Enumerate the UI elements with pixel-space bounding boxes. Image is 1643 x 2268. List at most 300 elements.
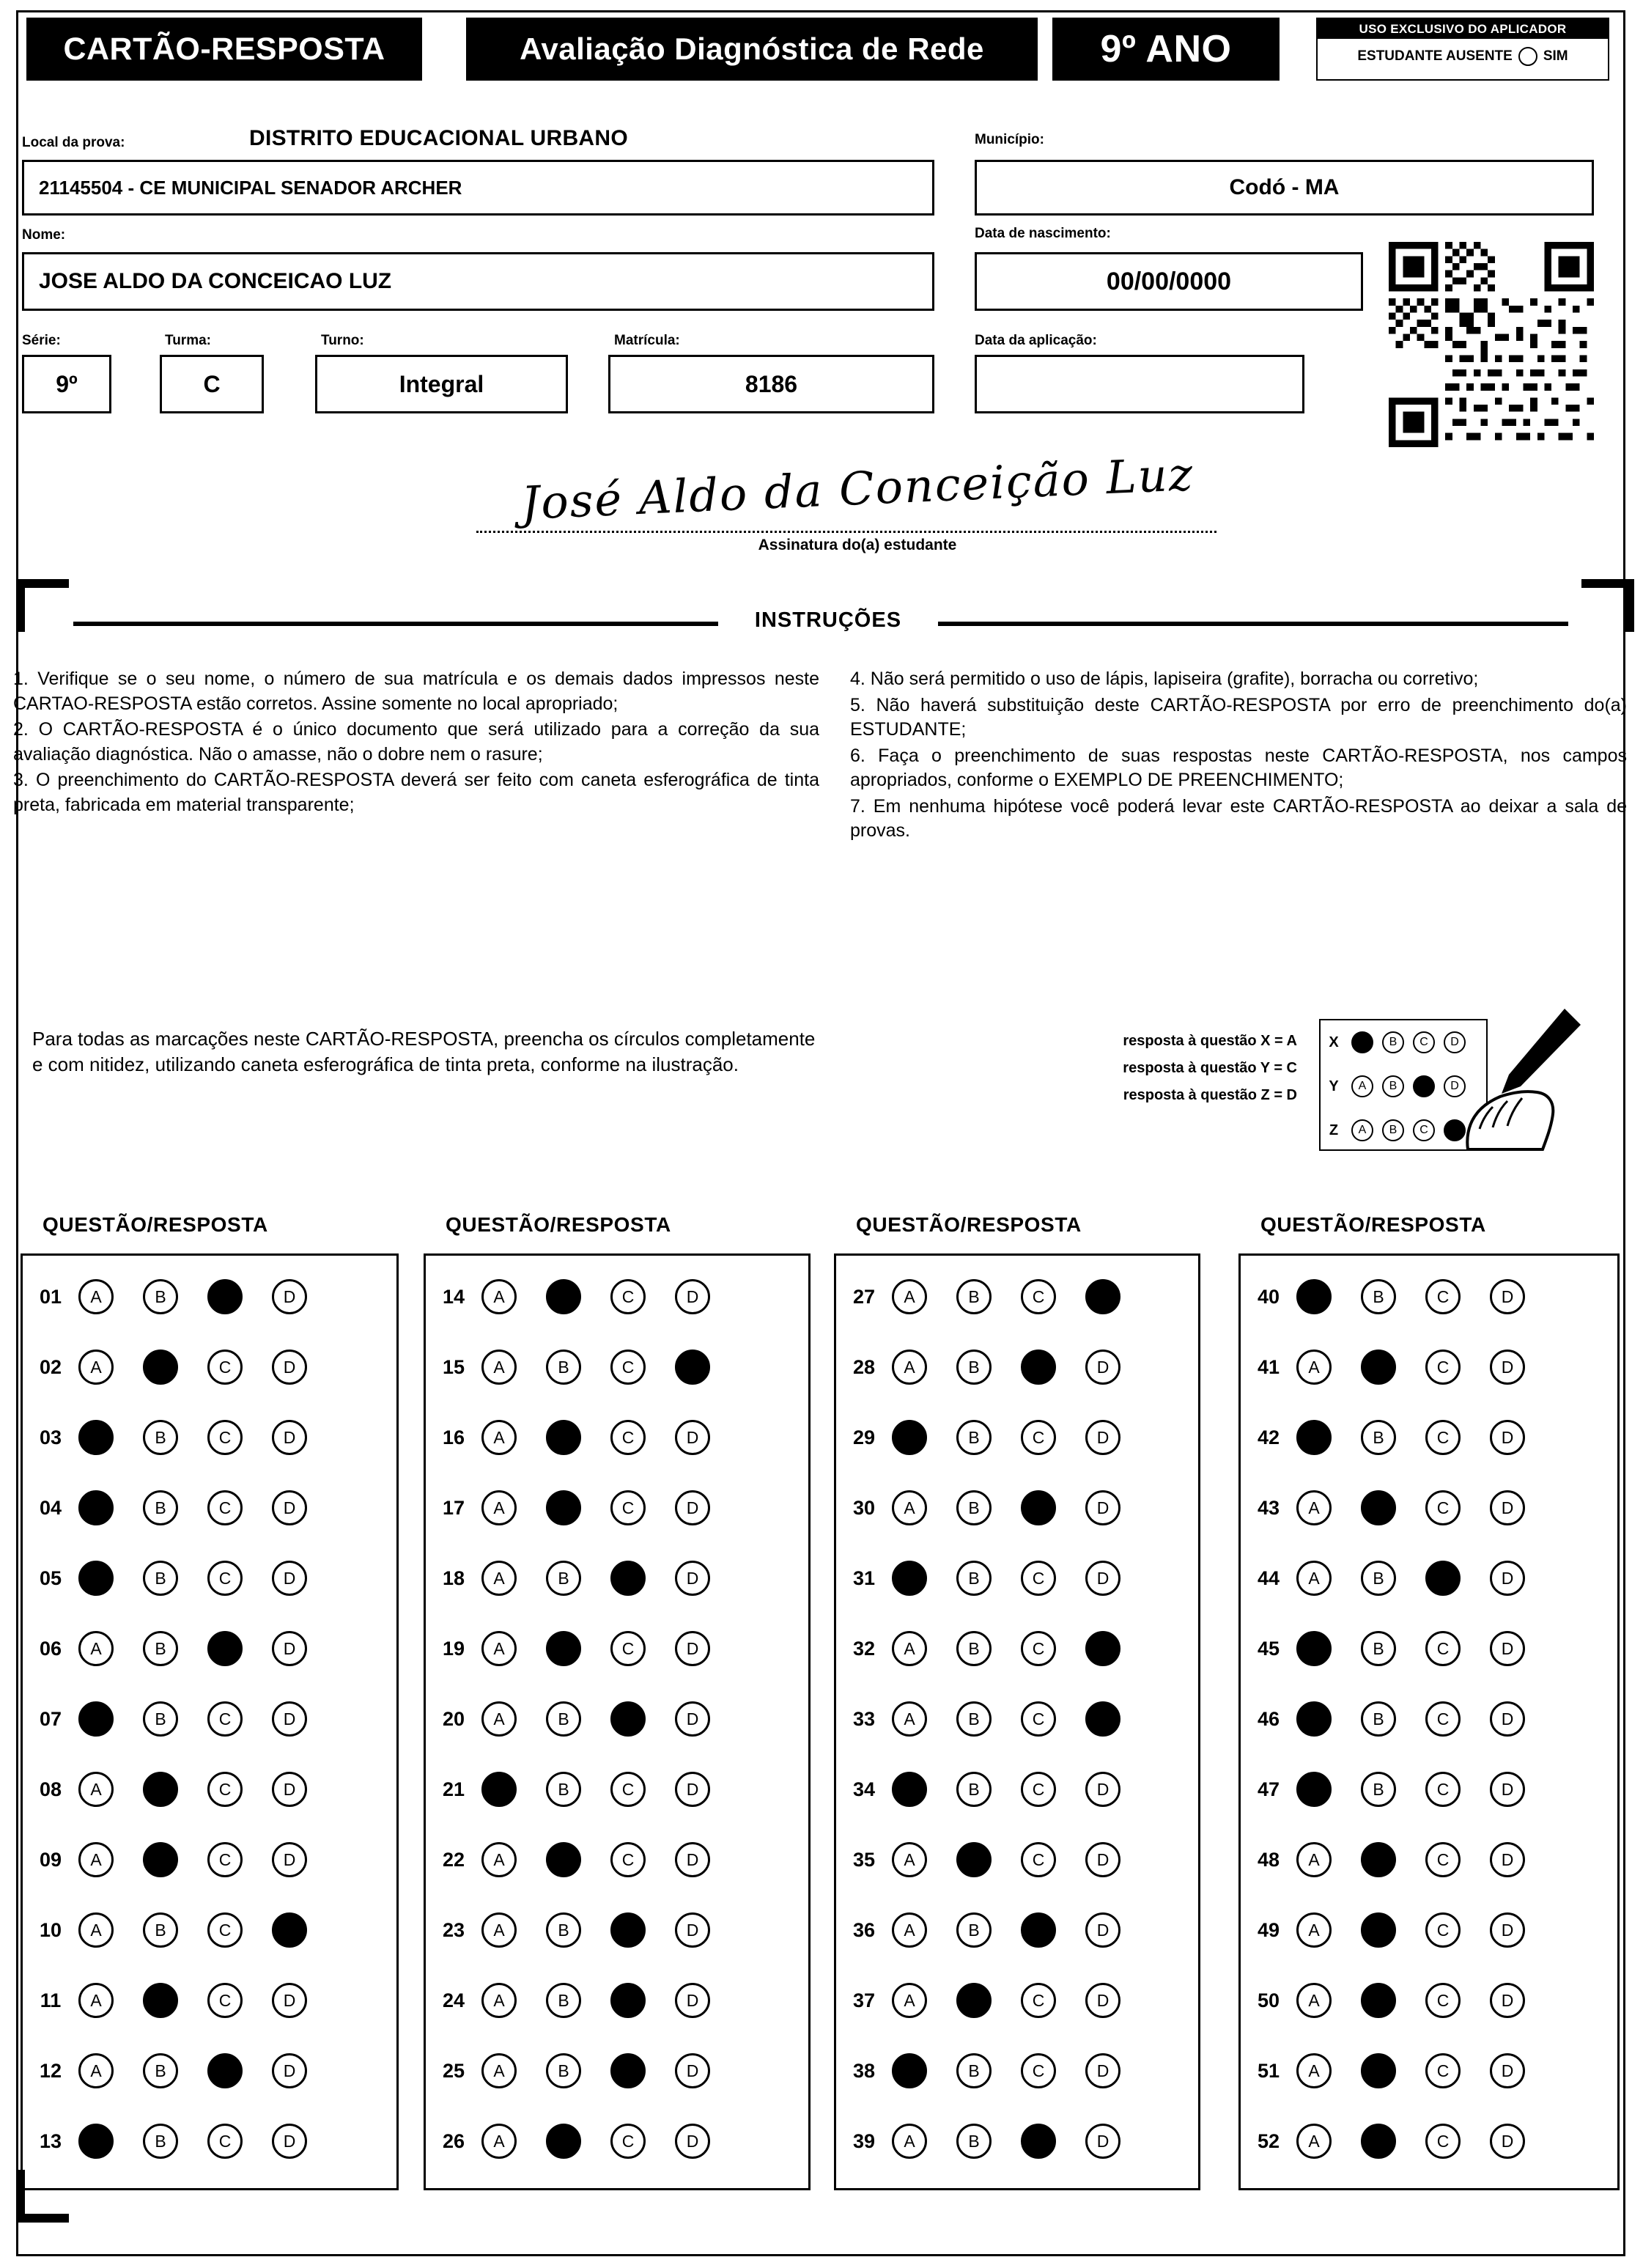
answer-bubble-33-d[interactable]: D — [1085, 1701, 1120, 1737]
answer-bubble-50-d[interactable]: D — [1490, 1983, 1525, 2018]
answer-bubble-03-c[interactable]: C — [207, 1420, 243, 1455]
answer-bubble-40-c[interactable]: C — [1425, 1279, 1461, 1314]
legend-line: resposta à questão X = A — [1123, 1033, 1297, 1049]
answer-bubble-19-b[interactable]: B — [546, 1631, 581, 1666]
answer-bubble-47-d[interactable]: D — [1490, 1772, 1525, 1807]
question-number: 34 — [852, 1778, 876, 1800]
answer-row — [836, 1691, 1198, 1747]
answer-bubble-02-c[interactable]: C — [207, 1350, 243, 1385]
answer-bubble-44-b[interactable]: B — [1361, 1561, 1396, 1596]
instructions-column-left — [13, 667, 819, 819]
answer-bubble-37-a[interactable]: A — [892, 1983, 927, 2018]
answer-bubble-33-b[interactable]: B — [956, 1701, 992, 1737]
answer-bubble-22-a[interactable]: A — [481, 1842, 517, 1877]
answer-bubble-05-b[interactable]: B — [143, 1561, 178, 1596]
answer-bubble-25-a[interactable]: A — [481, 2053, 517, 2088]
answer-row — [1241, 1761, 1617, 1817]
answer-row — [1241, 1973, 1617, 2028]
answer-bubble-38-c[interactable]: C — [1021, 2053, 1056, 2088]
answer-bubble-48-b[interactable]: B — [1361, 1842, 1396, 1877]
answer-bubble-09-c[interactable]: C — [207, 1842, 243, 1877]
fill-example-bubble-b: B — [1382, 1031, 1404, 1053]
question-number: 06 — [39, 1637, 62, 1660]
answer-bubble-29-b[interactable]: B — [956, 1420, 992, 1455]
fill-example-bubble-a: A — [1351, 1075, 1373, 1097]
answer-bubble-33-c[interactable]: C — [1021, 1701, 1056, 1737]
answer-bubble-07-d[interactable]: D — [272, 1701, 307, 1737]
answer-bubble-01-b[interactable]: B — [143, 1279, 178, 1314]
answer-row — [1241, 1339, 1617, 1395]
answer-bubble-15-d[interactable]: D — [675, 1350, 710, 1385]
answer-bubble-46-b[interactable]: B — [1361, 1701, 1396, 1737]
question-number: 18 — [442, 1566, 465, 1589]
answer-row — [1241, 1550, 1617, 1606]
answer-row — [426, 1480, 808, 1536]
answer-bubble-51-b[interactable]: B — [1361, 2053, 1396, 2088]
answer-bubble-01-c[interactable]: C — [207, 1279, 243, 1314]
answer-bubble-45-a[interactable]: A — [1296, 1631, 1332, 1666]
answer-bubble-09-b[interactable]: B — [143, 1842, 178, 1877]
answer-bubble-40-a[interactable]: A — [1296, 1279, 1332, 1314]
answers-column-header: QUESTÃO/RESPOSTA — [446, 1213, 671, 1236]
question-number: 51 — [1257, 2059, 1280, 2082]
answer-row — [426, 1410, 808, 1465]
answer-bubble-36-c[interactable]: C — [1021, 1912, 1056, 1948]
answer-bubble-51-d[interactable]: D — [1490, 2053, 1525, 2088]
answer-bubble-41-c[interactable]: C — [1425, 1350, 1461, 1385]
answer-row — [1241, 1902, 1617, 1958]
turma-field: C — [160, 355, 264, 413]
answer-bubble-34-c[interactable]: C — [1021, 1772, 1056, 1807]
instruction-item: 1. Verifique se o seu nome, o número de sua matrícula e os demais dados impressos neste CARTAO-RESPOSTA estão corretos. Assine somente no local apropriado; — [13, 669, 819, 714]
answer-bubble-12-d[interactable]: D — [272, 2053, 307, 2088]
answer-bubble-40-d[interactable]: D — [1490, 1279, 1525, 1314]
answer-bubble-22-c[interactable]: C — [610, 1842, 646, 1877]
answer-bubble-20-d[interactable]: D — [675, 1701, 710, 1737]
question-number: 05 — [39, 1566, 62, 1589]
answer-bubble-45-b[interactable]: B — [1361, 1631, 1396, 1666]
answer-bubble-03-a[interactable]: A — [78, 1420, 114, 1455]
instruction-item: 2. O CARTÃO-RESPOSTA é o único documento que será utilizado para a correção da sua avaliação diagnóstica. Não o amasse, não o dobre nem o rasure; — [13, 719, 819, 765]
answer-bubble-31-b[interactable]: B — [956, 1561, 992, 1596]
answer-bubble-44-a[interactable]: A — [1296, 1561, 1332, 1596]
question-number: 16 — [442, 1426, 465, 1448]
answer-bubble-21-b[interactable]: B — [546, 1772, 581, 1807]
answer-bubble-50-b[interactable]: B — [1361, 1983, 1396, 2018]
answer-bubble-28-c[interactable]: C — [1021, 1350, 1056, 1385]
answer-bubble-30-a[interactable]: A — [892, 1490, 927, 1525]
answer-bubble-05-c[interactable]: C — [207, 1561, 243, 1596]
answer-bubble-07-a[interactable]: A — [78, 1701, 114, 1737]
answer-bubble-20-a[interactable]: A — [481, 1701, 517, 1737]
answer-bubble-48-a[interactable]: A — [1296, 1842, 1332, 1877]
answer-bubble-05-a[interactable]: A — [78, 1561, 114, 1596]
answer-bubble-18-c[interactable]: C — [610, 1561, 646, 1596]
answer-row — [1241, 1832, 1617, 1888]
answer-bubble-16-b[interactable]: B — [546, 1420, 581, 1455]
answer-row — [1241, 1480, 1617, 1536]
answer-bubble-01-a[interactable]: A — [78, 1279, 114, 1314]
answer-bubble-39-d[interactable]: D — [1085, 2124, 1120, 2159]
answer-bubble-21-a[interactable]: A — [481, 1772, 517, 1807]
answer-bubble-10-c[interactable]: C — [207, 1912, 243, 1948]
answer-bubble-25-d[interactable]: D — [675, 2053, 710, 2088]
answer-row — [1241, 1269, 1617, 1325]
answer-bubble-51-c[interactable]: C — [1425, 2053, 1461, 2088]
answer-bubble-46-c[interactable]: C — [1425, 1701, 1461, 1737]
answer-row — [23, 1269, 396, 1325]
answer-bubble-51-a[interactable]: A — [1296, 2053, 1332, 2088]
answer-bubble-28-d[interactable]: D — [1085, 1350, 1120, 1385]
answer-bubble-47-a[interactable]: A — [1296, 1772, 1332, 1807]
answer-bubble-34-a[interactable]: A — [892, 1772, 927, 1807]
answer-bubble-15-c[interactable]: C — [610, 1350, 646, 1385]
answer-bubble-43-b[interactable]: B — [1361, 1490, 1396, 1525]
legend-line: resposta à questão Z = D — [1123, 1087, 1297, 1103]
answer-bubble-46-a[interactable]: A — [1296, 1701, 1332, 1737]
answer-bubble-23-a[interactable]: A — [481, 1912, 517, 1948]
answer-bubble-29-a[interactable]: A — [892, 1420, 927, 1455]
grade-badge: 9º ANO — [1052, 18, 1280, 81]
answer-bubble-46-d[interactable]: D — [1490, 1701, 1525, 1737]
question-number: 20 — [442, 1707, 465, 1730]
answer-bubble-36-d[interactable]: D — [1085, 1912, 1120, 1948]
answer-bubble-39-a[interactable]: A — [892, 2124, 927, 2159]
answer-bubble-39-c[interactable]: C — [1021, 2124, 1056, 2159]
answer-bubble-02-b[interactable]: B — [143, 1350, 178, 1385]
answer-bubble-36-a[interactable]: A — [892, 1912, 927, 1948]
answers-column — [424, 1253, 811, 2190]
answer-bubble-32-d[interactable]: D — [1085, 1631, 1120, 1666]
instructions-rule-left — [73, 622, 718, 626]
applicator-box-title: USO EXCLUSIVO DO APLICADOR — [1318, 19, 1608, 39]
question-number: 33 — [852, 1707, 876, 1730]
answer-bubble-18-b[interactable]: B — [546, 1561, 581, 1596]
answer-bubble-43-a[interactable]: A — [1296, 1490, 1332, 1525]
question-number: 17 — [442, 1496, 465, 1519]
answer-bubble-12-c[interactable]: C — [207, 2053, 243, 2088]
answer-bubble-10-b[interactable]: B — [143, 1912, 178, 1948]
fill-example-row-label: X — [1329, 1034, 1339, 1050]
answer-bubble-42-d[interactable]: D — [1490, 1420, 1525, 1455]
answer-bubble-30-d[interactable]: D — [1085, 1490, 1120, 1525]
answer-bubble-19-c[interactable]: C — [610, 1631, 646, 1666]
answer-bubble-25-c[interactable]: C — [610, 2053, 646, 2088]
answer-bubble-38-a[interactable]: A — [892, 2053, 927, 2088]
answer-bubble-44-c[interactable]: C — [1425, 1561, 1461, 1596]
answer-bubble-13-a[interactable]: A — [78, 2124, 114, 2159]
answer-bubble-10-d[interactable]: D — [272, 1912, 307, 1948]
instructions-title: INSTRUÇÕES — [754, 608, 902, 632]
answer-bubble-04-b[interactable]: B — [143, 1490, 178, 1525]
answer-bubble-02-d[interactable]: D — [272, 1350, 307, 1385]
question-number: 25 — [442, 2059, 465, 2082]
answer-bubble-29-d[interactable]: D — [1085, 1420, 1120, 1455]
answer-bubble-48-c[interactable]: C — [1425, 1842, 1461, 1877]
answer-bubble-08-b[interactable]: B — [143, 1772, 178, 1807]
answer-bubble-48-d[interactable]: D — [1490, 1842, 1525, 1877]
school-field: 21145504 - CE MUNICIPAL SENADOR ARCHER — [22, 160, 934, 216]
fill-example-bubble-a: A — [1351, 1119, 1373, 1141]
answer-bubble-24-c[interactable]: C — [610, 1983, 646, 2018]
answer-bubble-04-c[interactable]: C — [207, 1490, 243, 1525]
answer-row — [426, 1339, 808, 1395]
answer-bubble-50-c[interactable]: C — [1425, 1983, 1461, 2018]
answer-bubble-15-a[interactable]: A — [481, 1350, 517, 1385]
name-label: Nome: — [22, 227, 66, 243]
answer-row — [836, 1480, 1198, 1536]
question-number: 36 — [852, 1918, 876, 1941]
answer-bubble-13-b[interactable]: B — [143, 2124, 178, 2159]
answer-bubble-52-d[interactable]: D — [1490, 2124, 1525, 2159]
answer-row — [23, 1480, 396, 1536]
answer-row — [836, 2043, 1198, 2099]
answer-row — [836, 1621, 1198, 1676]
answer-row — [426, 1621, 808, 1676]
answer-bubble-45-c[interactable]: C — [1425, 1631, 1461, 1666]
answer-bubble-49-d[interactable]: D — [1490, 1912, 1525, 1948]
answer-bubble-32-a[interactable]: A — [892, 1631, 927, 1666]
birthdate-label: Data de nascimento: — [975, 226, 1111, 241]
answer-bubble-28-b[interactable]: B — [956, 1350, 992, 1385]
answers-column — [21, 1253, 399, 2190]
fill-example-bubble-b: B — [1382, 1119, 1404, 1141]
answer-bubble-21-d[interactable]: D — [675, 1772, 710, 1807]
answer-bubble-37-b[interactable]: B — [956, 1983, 992, 2018]
question-number: 43 — [1257, 1496, 1280, 1519]
answer-bubble-26-a[interactable]: A — [481, 2124, 517, 2159]
answer-bubble-35-a[interactable]: A — [892, 1842, 927, 1877]
fill-example-bubble-a: A — [1351, 1031, 1373, 1053]
question-number: 30 — [852, 1496, 876, 1519]
answer-bubble-11-a[interactable]: A — [78, 1983, 114, 2018]
answer-bubble-12-a[interactable]: A — [78, 2053, 114, 2088]
answer-bubble-16-d[interactable]: D — [675, 1420, 710, 1455]
answer-bubble-36-b[interactable]: B — [956, 1912, 992, 1948]
answer-bubble-01-d[interactable]: D — [272, 1279, 307, 1314]
answer-bubble-41-d[interactable]: D — [1490, 1350, 1525, 1385]
answer-bubble-34-b[interactable]: B — [956, 1772, 992, 1807]
answer-bubble-08-a[interactable]: A — [78, 1772, 114, 1807]
answer-bubble-27-d[interactable]: D — [1085, 1279, 1120, 1314]
answer-bubble-47-c[interactable]: C — [1425, 1772, 1461, 1807]
answer-bubble-06-b[interactable]: B — [143, 1631, 178, 1666]
fill-example-bubble-d: D — [1444, 1031, 1466, 1053]
absent-bubble[interactable] — [1518, 47, 1537, 66]
question-number: 31 — [852, 1566, 876, 1589]
name-field: JOSE ALDO DA CONCEICAO LUZ — [22, 252, 934, 311]
answer-bubble-06-c[interactable]: C — [207, 1631, 243, 1666]
answer-row — [426, 1902, 808, 1958]
answer-bubble-09-a[interactable]: A — [78, 1842, 114, 1877]
answer-row — [1241, 1410, 1617, 1465]
instruction-item: 4. Não será permitido o uso de lápis, lapiseira (grafite), borracha ou corretivo; — [850, 669, 1479, 689]
answer-bubble-07-b[interactable]: B — [143, 1701, 178, 1737]
answer-bubble-35-c[interactable]: C — [1021, 1842, 1056, 1877]
answer-bubble-42-c[interactable]: C — [1425, 1420, 1461, 1455]
answer-bubble-23-b[interactable]: B — [546, 1912, 581, 1948]
answer-row — [23, 1550, 396, 1606]
answer-bubble-18-a[interactable]: A — [481, 1561, 517, 1596]
fill-example-row-label: Z — [1329, 1122, 1339, 1138]
answer-bubble-19-a[interactable]: A — [481, 1631, 517, 1666]
answer-bubble-42-a[interactable]: A — [1296, 1420, 1332, 1455]
answer-bubble-06-d[interactable]: D — [272, 1631, 307, 1666]
answer-bubble-27-c[interactable]: C — [1021, 1279, 1056, 1314]
answer-bubble-23-c[interactable]: C — [610, 1912, 646, 1948]
question-number: 21 — [442, 1778, 465, 1800]
answer-row — [836, 2113, 1198, 2169]
answer-row — [23, 1973, 396, 2028]
answer-row — [836, 1550, 1198, 1606]
answer-bubble-02-a[interactable]: A — [78, 1350, 114, 1385]
answer-bubble-14-b[interactable]: B — [546, 1279, 581, 1314]
question-number: 04 — [39, 1496, 62, 1519]
turma-label: Turma: — [165, 333, 211, 348]
answer-bubble-49-a[interactable]: A — [1296, 1912, 1332, 1948]
answer-bubble-41-b[interactable]: B — [1361, 1350, 1396, 1385]
answer-row — [426, 1761, 808, 1817]
fill-example-legend — [1026, 1028, 1297, 1109]
answer-bubble-26-c[interactable]: C — [610, 2124, 646, 2159]
answer-bubble-17-d[interactable]: D — [675, 1490, 710, 1525]
answer-bubble-50-a[interactable]: A — [1296, 1983, 1332, 2018]
question-number: 50 — [1257, 1989, 1280, 2011]
answer-bubble-14-a[interactable]: A — [481, 1279, 517, 1314]
answer-bubble-35-d[interactable]: D — [1085, 1842, 1120, 1877]
municipio-label: Município: — [975, 132, 1044, 147]
answer-bubble-23-d[interactable]: D — [675, 1912, 710, 1948]
answer-bubble-29-c[interactable]: C — [1021, 1420, 1056, 1455]
answer-bubble-22-b[interactable]: B — [546, 1842, 581, 1877]
answer-bubble-14-c[interactable]: C — [610, 1279, 646, 1314]
answer-bubble-12-b[interactable]: B — [143, 2053, 178, 2088]
answer-bubble-47-b[interactable]: B — [1361, 1772, 1396, 1807]
answer-bubble-44-d[interactable]: D — [1490, 1561, 1525, 1596]
answer-bubble-17-b[interactable]: B — [546, 1490, 581, 1525]
question-number: 46 — [1257, 1707, 1280, 1730]
answer-bubble-49-c[interactable]: C — [1425, 1912, 1461, 1948]
answer-bubble-19-d[interactable]: D — [675, 1631, 710, 1666]
answer-bubble-16-c[interactable]: C — [610, 1420, 646, 1455]
answer-bubble-38-d[interactable]: D — [1085, 2053, 1120, 2088]
fill-example-row-label: Y — [1329, 1078, 1339, 1094]
answer-bubble-03-b[interactable]: B — [143, 1420, 178, 1455]
answer-bubble-06-a[interactable]: A — [78, 1631, 114, 1666]
answer-bubble-09-d[interactable]: D — [272, 1842, 307, 1877]
question-number: 02 — [39, 1355, 62, 1378]
answer-bubble-10-a[interactable]: A — [78, 1912, 114, 1948]
answer-bubble-31-a[interactable]: A — [892, 1561, 927, 1596]
answer-bubble-25-b[interactable]: B — [546, 2053, 581, 2088]
answer-bubble-20-c[interactable]: C — [610, 1701, 646, 1737]
answer-bubble-07-c[interactable]: C — [207, 1701, 243, 1737]
answer-bubble-49-b[interactable]: B — [1361, 1912, 1396, 1948]
answer-bubble-15-b[interactable]: B — [546, 1350, 581, 1385]
question-number: 27 — [852, 1285, 876, 1308]
answer-bubble-27-b[interactable]: B — [956, 1279, 992, 1314]
answer-row — [426, 1269, 808, 1325]
answer-bubble-17-c[interactable]: C — [610, 1490, 646, 1525]
answer-bubble-40-b[interactable]: B — [1361, 1279, 1396, 1314]
answer-bubble-37-d[interactable]: D — [1085, 1983, 1120, 2018]
answer-bubble-14-d[interactable]: D — [675, 1279, 710, 1314]
answer-bubble-04-a[interactable]: A — [78, 1490, 114, 1525]
answer-bubble-43-c[interactable]: C — [1425, 1490, 1461, 1525]
answer-bubble-24-b[interactable]: B — [546, 1983, 581, 2018]
answer-bubble-13-c[interactable]: C — [207, 2124, 243, 2159]
answer-bubble-11-b[interactable]: B — [143, 1983, 178, 2018]
answer-bubble-42-b[interactable]: B — [1361, 1420, 1396, 1455]
answer-bubble-16-a[interactable]: A — [481, 1420, 517, 1455]
question-number: 42 — [1257, 1426, 1280, 1448]
answer-bubble-27-a[interactable]: A — [892, 1279, 927, 1314]
answer-bubble-41-a[interactable]: A — [1296, 1350, 1332, 1385]
answer-bubble-11-c[interactable]: C — [207, 1983, 243, 2018]
answer-bubble-31-c[interactable]: C — [1021, 1561, 1056, 1596]
answer-bubble-08-c[interactable]: C — [207, 1772, 243, 1807]
signature-caption: Assinatura do(a) estudante — [758, 537, 957, 553]
answer-bubble-52-a[interactable]: A — [1296, 2124, 1332, 2159]
answer-bubble-34-d[interactable]: D — [1085, 1772, 1120, 1807]
answer-bubble-52-c[interactable]: C — [1425, 2124, 1461, 2159]
answer-bubble-05-d[interactable]: D — [272, 1561, 307, 1596]
answer-row — [426, 1550, 808, 1606]
answer-bubble-33-a[interactable]: A — [892, 1701, 927, 1737]
answer-bubble-43-d[interactable]: D — [1490, 1490, 1525, 1525]
question-number: 11 — [40, 1989, 62, 2011]
answer-bubble-26-d[interactable]: D — [675, 2124, 710, 2159]
answer-bubble-35-b[interactable]: B — [956, 1842, 992, 1877]
answer-bubble-13-d[interactable]: D — [272, 2124, 307, 2159]
answer-bubble-26-b[interactable]: B — [546, 2124, 581, 2159]
answer-bubble-32-b[interactable]: B — [956, 1631, 992, 1666]
answer-bubble-04-d[interactable]: D — [272, 1490, 307, 1525]
answer-bubble-17-a[interactable]: A — [481, 1490, 517, 1525]
answer-bubble-38-b[interactable]: B — [956, 2053, 992, 2088]
question-number: 29 — [852, 1426, 876, 1448]
answer-bubble-24-a[interactable]: A — [481, 1983, 517, 2018]
answers-column — [834, 1253, 1200, 2190]
answer-bubble-30-b[interactable]: B — [956, 1490, 992, 1525]
corner-mark-top-left — [16, 579, 69, 632]
answer-bubble-30-c[interactable]: C — [1021, 1490, 1056, 1525]
answer-bubble-37-c[interactable]: C — [1021, 1983, 1056, 2018]
answer-bubble-20-b[interactable]: B — [546, 1701, 581, 1737]
answer-bubble-03-d[interactable]: D — [272, 1420, 307, 1455]
answer-bubble-24-d[interactable]: D — [675, 1983, 710, 2018]
answer-bubble-39-b[interactable]: B — [956, 2124, 992, 2159]
answer-bubble-08-d[interactable]: D — [272, 1772, 307, 1807]
answer-bubble-52-b[interactable]: B — [1361, 2124, 1396, 2159]
fill-example-bubble-d: D — [1444, 1119, 1466, 1141]
answer-bubble-45-d[interactable]: D — [1490, 1631, 1525, 1666]
answer-bubble-28-a[interactable]: A — [892, 1350, 927, 1385]
answer-bubble-18-d[interactable]: D — [675, 1561, 710, 1596]
instructions-header — [73, 608, 1568, 638]
answer-bubble-11-d[interactable]: D — [272, 1983, 307, 2018]
fill-instruction-text: Para todas as marcações neste CARTÃO-RESPOSTA, preencha os círculos completamente e com nitidez, utilizando caneta esferográfica de tinta preta, conforme na ilustração. — [32, 1028, 816, 1076]
answer-bubble-31-d[interactable]: D — [1085, 1561, 1120, 1596]
answer-row — [23, 1691, 396, 1747]
answers-column — [1238, 1253, 1620, 2190]
question-number: 15 — [442, 1355, 465, 1378]
matricula-field: 8186 — [608, 355, 934, 413]
question-number: 22 — [442, 1848, 465, 1871]
answer-bubble-21-c[interactable]: C — [610, 1772, 646, 1807]
answer-bubble-32-c[interactable]: C — [1021, 1631, 1056, 1666]
answer-bubble-22-d[interactable]: D — [675, 1842, 710, 1877]
